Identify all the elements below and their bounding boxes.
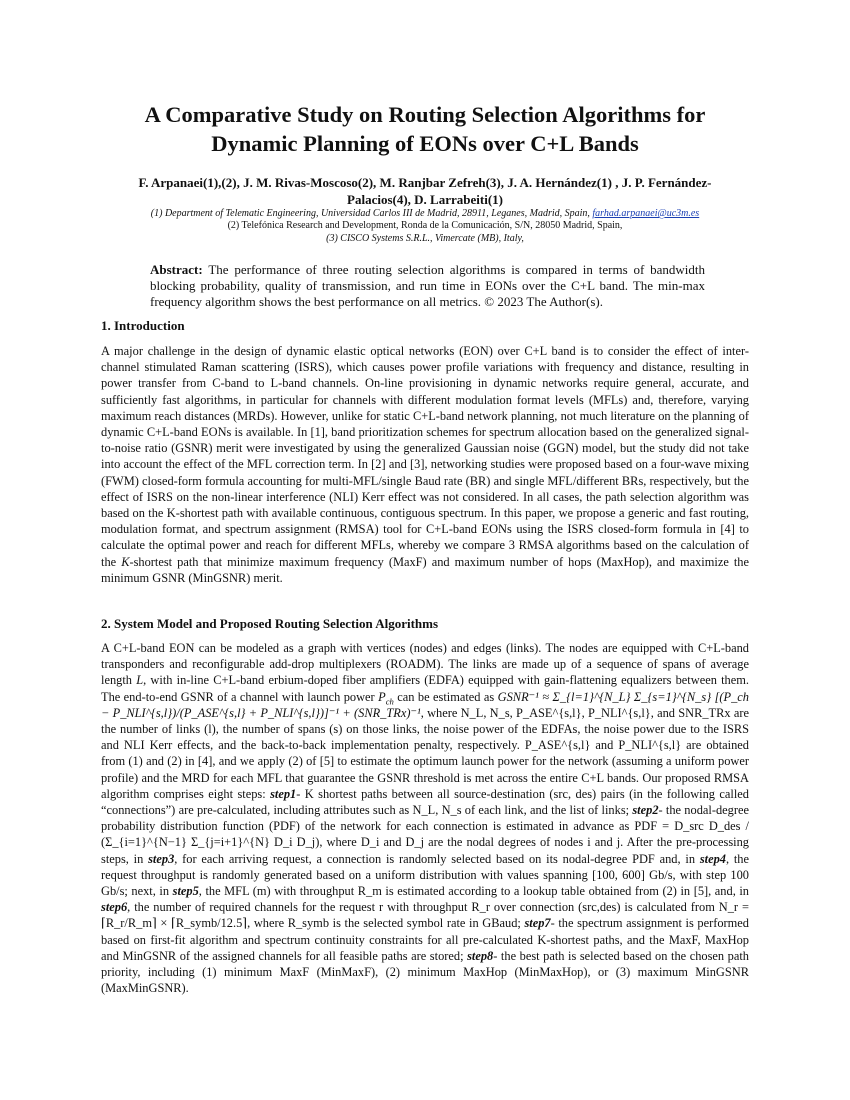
step-3-label: step3 <box>148 851 175 866</box>
abstract-label: Abstract: <box>150 262 203 277</box>
s2-text-1: A C+L-band EON can be modeled as a graph with vertices (nodes) and edges (links). The nodes are equipped with C+L-band transponders and reconfigurable add-drop multiplexers (ROADM). The links are made up of a sequence of spans of average length <box>101 641 749 688</box>
s2-text-10: , the number of required channels for the request r with throughput R_r over connection (src,des) is calculated from N_r = ⌈R_r/R_m⌉ × ⌈R_symb/12.5⌉, where R_symb is the selected symbol rate in GBaud; <box>101 900 749 931</box>
symbol-p-ch: $P_{ch}$ <box>378 689 394 707</box>
step-7-label: step7 <box>524 916 551 931</box>
section-1-k: K <box>121 554 130 569</box>
email-link[interactable]: farhad.arpanaei@uc3m.es <box>592 208 700 219</box>
s2-text-11: - the spectrum assignment is performed based on first-fit algorithm and spectrum continuity constraints for all pre-calculated K-shortest paths, and the MaxF, MaxHop and MinGSNR of the assigned channels for all feasible paths are stored; <box>101 916 749 963</box>
author-list <box>95 174 755 208</box>
title-line-2: Dynamic Planning of EONs over C+L Bands <box>211 131 639 156</box>
affiliations <box>80 208 770 245</box>
step-1-label: step1 <box>270 786 297 801</box>
s2-text-9: , the MFL (m) with throughput R_m is estimated according to a lookup table obtained from (2) in [5], and, in <box>198 884 749 899</box>
affiliation-2: (2) Telefónica Research and Development, Ronda de la Comunicación, S/N, 28050 Madrid, Spain, <box>227 220 623 232</box>
s2-text-6: - the nodal-degree probability distribution function (PDF) of the network for each connection is estimated in advance as PDF = D_src D_des / (Σ_{i=1}^{N−1} Σ_{j=i+1}^{N} D_i D_j), where D_i and D_j are the nodal degrees of nodes i and j. After the pre-processing steps, in <box>101 803 749 866</box>
step-4-label: step4 <box>699 851 726 866</box>
step-2-label: step2 <box>632 803 659 818</box>
abstract-text: The performance of three routing selection algorithms is compared in terms of bandwidth blocking probability, quality of transmission, and run time in EONs over the C+L band. The min-max frequency algorithm shows the best performance on all metrics. © 2023 The Author(s). <box>150 262 705 309</box>
s2-text-12: - the best path is selected based on the chosen path priority, including (1) minimum MaxF (MinMaxF), (2) minimum MaxHop (MinMaxHop), or (3) maximum MinGSNR (MaxMinGSNR). <box>101 948 749 996</box>
step-8-label: step8 <box>467 948 494 963</box>
s2-text-5: - K shortest paths between all source-destination (src, des) pairs (in the following called “connections”) are pre-calculated, including attributes such as N_L, N_s of each link, and the list of links; <box>101 786 749 818</box>
s2-text-4: , where N_L, N_s, P_ASE^{s,l}, P_NLI^{s,l}, and SNR_TRx are the number of links (l), the number of spans (s) on those links, the noise power of the EDFAs, the noise power due to the ISRS and NLI Kerr effects, and the back-to-back implementation penalty, respectively. P_ASE^{s,l} and P_NLI^{s,l} are obtained from (1) and (2) in [4], and we apply (2) of [5] to estimate the optimum launch power for the network (assuming a uniform power profile) and the MRD for each MFL that guarantee the GSNR threshold is met across the entire C+L bands. Our proposed RMSA algorithm comprises eight steps: <box>101 705 749 801</box>
gsnr-formula: GSNR⁻¹ ≈ Σ_{l=1}^{N_L} Σ_{s=1}^{N_s} [(P_ch − P_NLI^{s,l})/(P_ASE^{s,l} + P_NLI^{s,l})]⁻¹ + (SNR_TRx)⁻¹ <box>101 689 749 720</box>
s2-text-3: can be estimated as <box>397 689 495 704</box>
step-5-label: step5 <box>172 884 199 899</box>
authors-line-2: Palacios(4), D. Larrabeiti(1) <box>347 192 503 207</box>
s2-text-8: , the request throughput is randomly generated based on a uniform distribution with values spanning [100, 600] Gb/s, with step 100 Gb/s; next, in <box>101 851 749 899</box>
authors-line-1: F. Arpanaei(1),(2), J. M. Rivas-Moscoso(2), M. Ranjbar Zefreh(3), J. A. Hernández(1) , J. P. Fernández- <box>138 175 712 190</box>
affiliation-3: (3) CISCO Systems S.R.L., Vimercate (MB), Italy, <box>326 232 524 244</box>
step-6-label: step6 <box>101 900 128 915</box>
abstract <box>150 262 705 310</box>
title-line-1: A Comparative Study on Routing Selection Algorithms for <box>144 102 706 127</box>
section-1-body <box>101 343 749 586</box>
symbol-L: L <box>136 673 144 688</box>
affiliation-1: (1) Department of Telematic Engineering, Universidad Carlos III de Madrid, 28911, Leganes, Madrid, Spain, <box>150 208 590 219</box>
section-2-body <box>101 640 749 996</box>
section-1-text-end: -shortest path that minimize maximum frequency (MaxF) and maximum number of hops (MaxHop), and maximize the minimum GSNR (MinGSNR) merit. <box>101 554 749 585</box>
section-2-heading: 2. System Model and Proposed Routing Selection Algorithms <box>101 616 439 631</box>
paper-title <box>60 100 790 158</box>
s2-text-2: , with in-line C+L-band erbium-doped fiber amplifiers (EDFA) equipped with gain-flattening equalizers between them. The end-to-end GSNR of a channel with launch power <box>101 673 749 704</box>
section-1-text: A major challenge in the design of dynamic elastic optical networks (EON) over C+L band is to consider the effect of inter-channel stimulated Raman scattering (ISRS), which causes power profile variations with frequency and distance, resulting in power transfer from C-band to L-band channels. On-line provisioning in dynamic networks require general, accurate, and sufficiently fast algorithms, in particular for channels with different modulation format levels (MFLs) and, therefore, varying maximum reach distances (MRDs). However, unlike for static C+L-band network planning, not much literature on the planning of dynamic C+L-band EONs is available. In [1], band prioritization schemes for spectrum allocation based on the generalized signal-to-noise ratio (GSNR) merit were investigated by using the generalized Gaussian noise (GGN) model, but the study did not take into account the effect of the MFL correction term. In [2] and [3], networking studies were proposed based on a four-wave mixing (FWM) closed-form formula accounting for multi-MFL/single Baud rate (BR) and single MFL/different BRs, respectively, but the effect of ISRS on the non-linear interference (NLI) Kerr effect was not considered. In all cases, the path selection algorithm was based on the K-shortest path with available continuous, contiguous spectrum. In this paper, we propose a generic and fast routing, modulation format, and spectrum assignment (RMSA) tool for C+L-band EONs using the ISRS closed-form formula in [4] to calculate the optimal power and reach for different MFLs, whereby we compare 3 RMSA algorithms based on the calculation of the <box>101 344 749 569</box>
section-1-heading: 1. Introduction <box>101 318 185 333</box>
s2-text-7: , for each arriving request, a connection is randomly selected based on its nodal-degree PDF and, in <box>174 851 696 866</box>
